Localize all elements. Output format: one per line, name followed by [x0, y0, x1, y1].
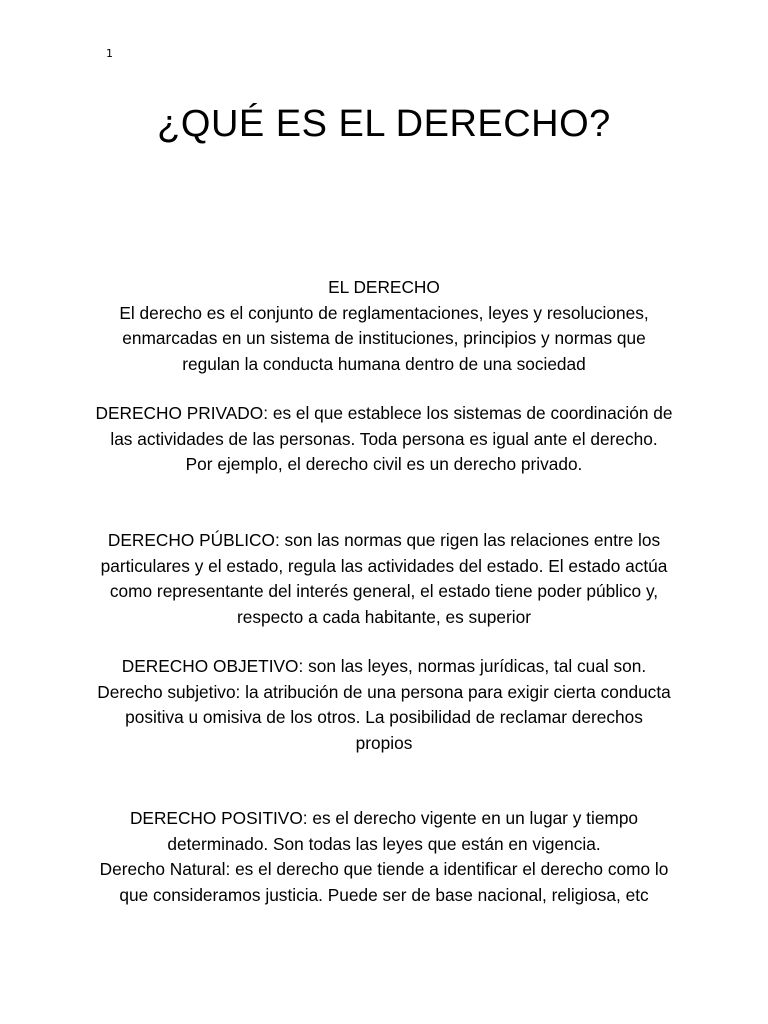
- section-text: El derecho es el conjunto de reglamentaciones, leyes y resoluciones, enmarcadas en un sistema de instituciones, principios y normas que regulan la conducta humana dentro de una sociedad: [119, 302, 649, 374]
- section-derecho-objetivo: [95, 654, 673, 756]
- section-derecho-publico: [95, 528, 673, 630]
- section-text: DERECHO OBJETIVO: son las leyes, normas jurídicas, tal cual son.: [121, 656, 647, 676]
- document-title: ¿QUÉ ES EL DERECHO?: [157, 103, 611, 145]
- section-text: DERECHO PRIVADO: es el que establece los sistemas de coordinación de las actividades de las personas. Toda persona es igual ante el derecho. Por ejemplo, el derecho civil es un derecho privado.: [95, 403, 673, 475]
- section-text-subjetivo: Derecho subjetivo: la atribución de una persona para exigir cierta conducta positiva u omisiva de los otros. La posibilidad de reclamar derechos propios: [97, 681, 671, 753]
- page-number: 1: [106, 47, 113, 60]
- section-text: DERECHO POSITIVO: es el derecho vigente en un lugar y tiempo determinado. Son todas las leyes que están en vigencia.: [129, 808, 639, 854]
- section-text: DERECHO PÚBLICO: son las normas que rigen las relaciones entre los particulares y el estado, regula las actividades del estado. El estado actúa como representante del interés general, el estado tiene poder público y, respecto a cada habitante, es superior: [100, 530, 668, 627]
- section-el-derecho: [95, 275, 673, 377]
- section-derecho-privado: [95, 401, 673, 478]
- section-heading: EL DERECHO: [328, 277, 440, 297]
- section-derecho-positivo: [95, 806, 673, 908]
- section-text-natural: Derecho Natural: es el derecho que tiende a identificar el derecho como lo que consideramos justicia. Puede ser de base nacional, religiosa, etc: [99, 859, 669, 905]
